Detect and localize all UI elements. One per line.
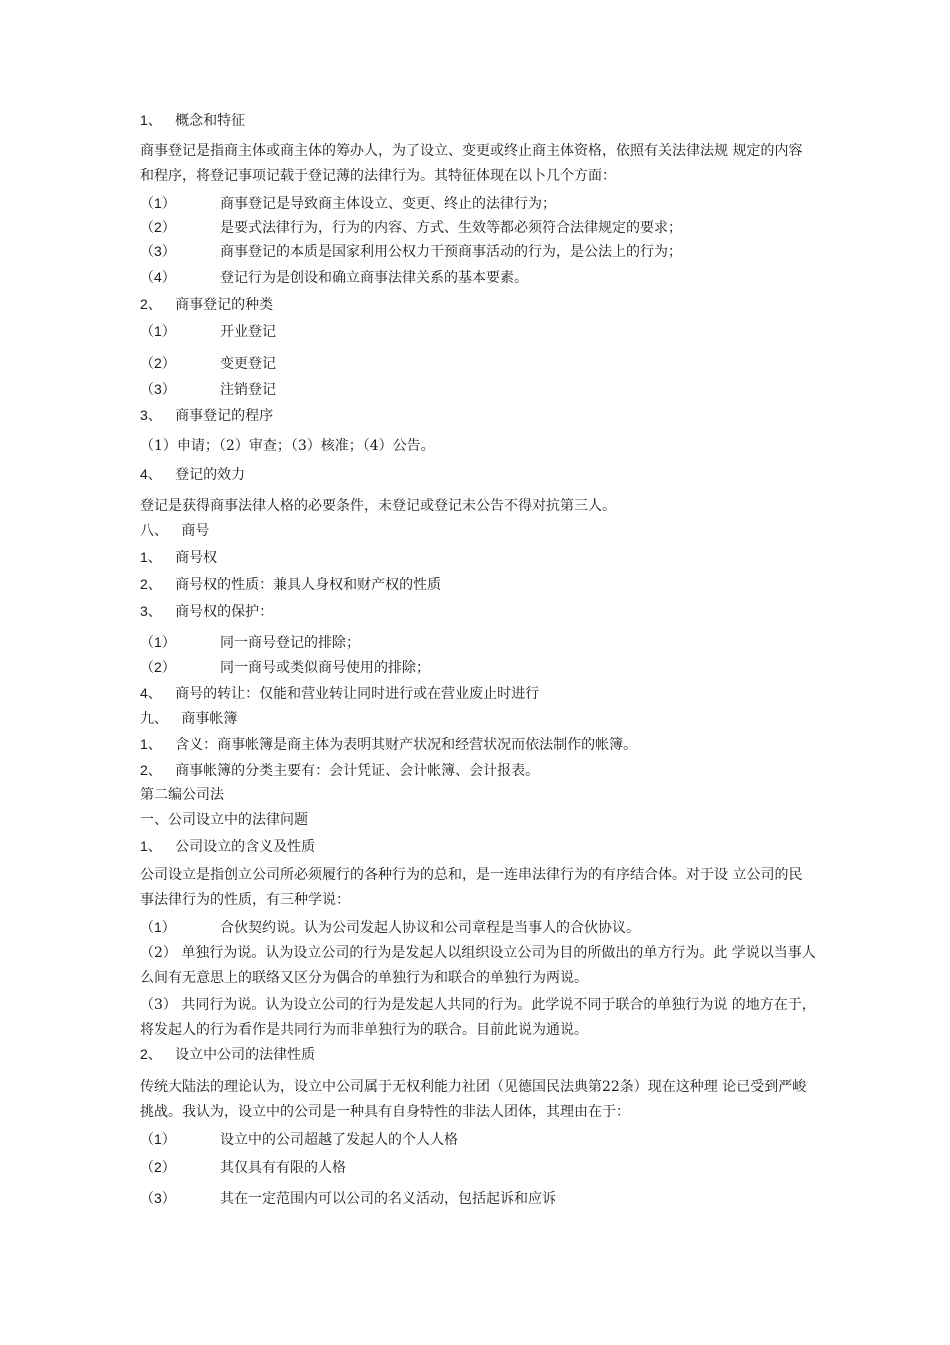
paragraph-definition: 商事登记是指商主体或商主体的筹办人，为了设立、变更或终止商主体资格，依照有关法律法规 规定的内容和程序，将登记事项记载于登记薄的法律行为。其特征体现在以卜几个方面： — [140, 143, 803, 184]
heading-trade-name-right: 1、 商号权 — [140, 549, 218, 566]
heading-trade-name-protection: 3、 商号权的保护： — [140, 603, 274, 620]
part-heading-company-law: 第二编公司法 — [140, 787, 224, 803]
heading-legal-nature: 2、 设立中公司的法律性质 — [140, 1046, 316, 1063]
list-item: （3） 注销登记 — [140, 381, 276, 398]
section-heading-books: 九、 商事帐簿 — [140, 711, 238, 727]
paragraph-procedure: （1）申请；（2）审查；（3）核准；（4）公告。 — [140, 438, 435, 454]
paragraph-single-act: （2） 单独行为说。认为设立公司的行为是发起人以组织设立公司为目的所做出的单方行为。此 学说以当事人么间有无意思上的联络又区分为偶合的单独行为和联合的单独行为两说。 — [140, 945, 816, 986]
paragraph-effect: 登记是获得商事法律人格的必要条件，未登记或登记未公告不得对抗第三人。 — [140, 498, 616, 514]
heading-books-types: 2、 商事帐簿的分类主要有：会计凭证、会计帐簿、会计报表。 — [140, 762, 540, 779]
list-item: （3） 其在一定范围内可以公司的名义活动，包括起诉和应诉 — [140, 1190, 556, 1207]
chapter-heading-establishment: 一、公司设立中的法律问题 — [140, 812, 308, 828]
list-item: （1） 合伙契约说。认为公司发起人协议和公司章程是当事人的合伙协议。 — [140, 919, 640, 936]
list-item: （1） 设立中的公司超越了发起人的个人人格 — [140, 1131, 458, 1148]
list-item: （3） 商事登记的本质是国家利用公权力干预商事活动的行为，是公法上的行为； — [140, 243, 682, 260]
heading-procedure: 3、 商事登记的程序 — [140, 407, 274, 424]
list-item: （2） 其仅具有有限的人格 — [140, 1159, 346, 1176]
heading-concept: 1、 概念和特征 — [140, 112, 246, 129]
list-item: （1） 同一商号登记的排除； — [140, 634, 360, 651]
list-item: （2） 是要式法律行为，行为的内容、方式、生效等都必须符合法律规定的要求； — [140, 219, 682, 236]
section-heading-trade-name: 八、 商号 — [140, 523, 210, 539]
heading-types: 2、 商事登记的种类 — [140, 296, 274, 313]
list-item: （1） 商事登记是导致商主体设立、变更、终止的法律行为； — [140, 195, 556, 212]
heading-books-meaning: 1、 含义：商事帐簿是商主体为表明其财产状况和经营状况而依法制作的帐簿。 — [140, 736, 638, 753]
list-item: （2） 变更登记 — [140, 355, 276, 372]
list-item: （1） 开业登记 — [140, 323, 276, 340]
paragraph-joint-act: （3） 共同行为说。认为设立公司的行为是发起人共同的行为。此学说不同于联合的单独行为说 的地方在于，将发起人的行为看作是共同行为而非单独行为的联合。目前此说为通说。 — [140, 997, 816, 1038]
paragraph-establishment: 公司设立是指创立公司所必须履行的各种行为的总和，是一连串法律行为的有序结合体。对于设 立公司的民事法律行为的性质，有三种学说： — [140, 867, 803, 908]
heading-trade-name-transfer: 4、 商号的转让：仅能和营业转让同时进行或在营业废止时进行 — [140, 685, 540, 702]
heading-trade-name-nature: 2、 商号权的性质：兼具人身权和财产权的性质 — [140, 576, 442, 593]
heading-effect: 4、 登记的效力 — [140, 466, 246, 483]
list-item: （2） 同一商号或类似商号使用的排除； — [140, 659, 430, 676]
heading-establishment-meaning: 1、 公司设立的含义及性质 — [140, 838, 316, 855]
list-item: （4） 登记行为是创设和确立商事法律关系的基本要素。 — [140, 269, 528, 286]
paragraph-legal-nature: 传统大陆法的理论认为，设立中公司属于无权利能力社团（见德国民法典第22条）现在这种理 论已受到严峻挑战。我认为，设立中的公司是一种具有自身特性的非法人团体，其理由在于： — [140, 1079, 807, 1120]
